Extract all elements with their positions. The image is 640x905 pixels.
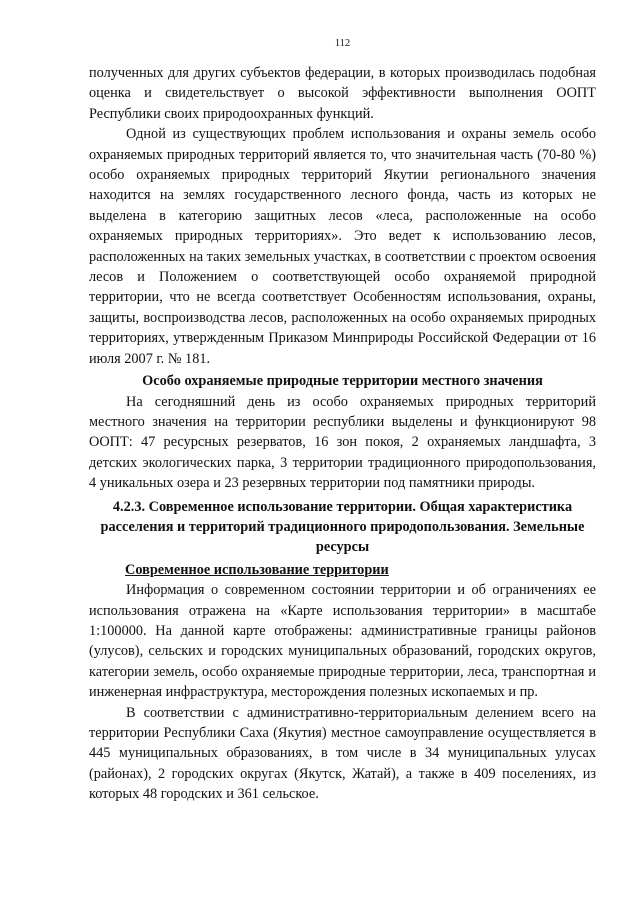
paragraph-continuation: полученных для других субъектов федерации, в которых производилась подобная оценка и свидетельствует о высокой эффективности выполнения ООПТ Республики своих природоохранных функций. (89, 65, 596, 122)
paragraph-land-use-map: Информация о современном состоянии территории и об ограничениях ее использования отражена на «Карте использования территории» в масштабе 1:100000. На данной карте отображены: административные границы районов (улусов), сельских и городских муниципальных образований, городских округов, категории земель, особо охраняемые природные территории, леса, транспортная и инженерная инфраструктура, месторождения полезных ископаемых и пр. (89, 582, 596, 701)
subheading-land-use: Современное использование территории (125, 561, 389, 578)
section-heading-4-2-3: 4.2.3. Современное использование территории. Общая характеристика расселения и территорий традиционного природопользования. Земельные ресурсы (100, 498, 585, 556)
paragraph-municipalities: В соответствии с административно-территориальным делением всего на территории Республики Саха (Якутия) местное самоуправление осуществляется в 445 муниципальных образованиях, в том числе в 34 муниципальных улусах (районах), 2 городских округах (Якутск, Жатай), а также в 409 поселениях, из которых 48 городских и 361 сельское. (89, 704, 596, 803)
paragraph-local-oopt: На сегодняшний день из особо охраняемых природных территорий местного значения на территории республики выделены и функционируют 98 ООПТ: 47 ресурсных резерватов, 16 зон покоя, 2 охраняемых ландшафта, 3 детских экологических парка, 3 территории традиционного природопользования, 4 уникальных озера и 23 резервных территории под памятники природы. (89, 393, 596, 492)
heading-local-oopt: Особо охраняемые природные территории местного значения (142, 373, 543, 390)
paragraph-oopt-problems: Одной из существующих проблем использования и охраны земель особо охраняемых природных территорий является то, что значительная часть (70-80 %) особо охраняемых природных территорий Якутии регионального значения находится на землях государственного лесного фонда, часть из которых не выделена в категорию защитных лесов «леса, расположенные на особо охраняемых природных территориях». Это ведет к использованию лесов, расположенных на таких земельных участках, в соответствии с проектом освоения лесов и Положением о соответствующей особо охраняемой природной территории, что не всегда соответствует Особенностям использования, охраны, защиты, воспроизводства лесов, расположенных на особо охраняемых природных территориях, утвержденным Приказом Минприроды Российской Федерации от 16 июля 2007 г. № 181. (89, 126, 596, 367)
document-body (89, 63, 596, 805)
page-number: 112 (334, 38, 351, 49)
